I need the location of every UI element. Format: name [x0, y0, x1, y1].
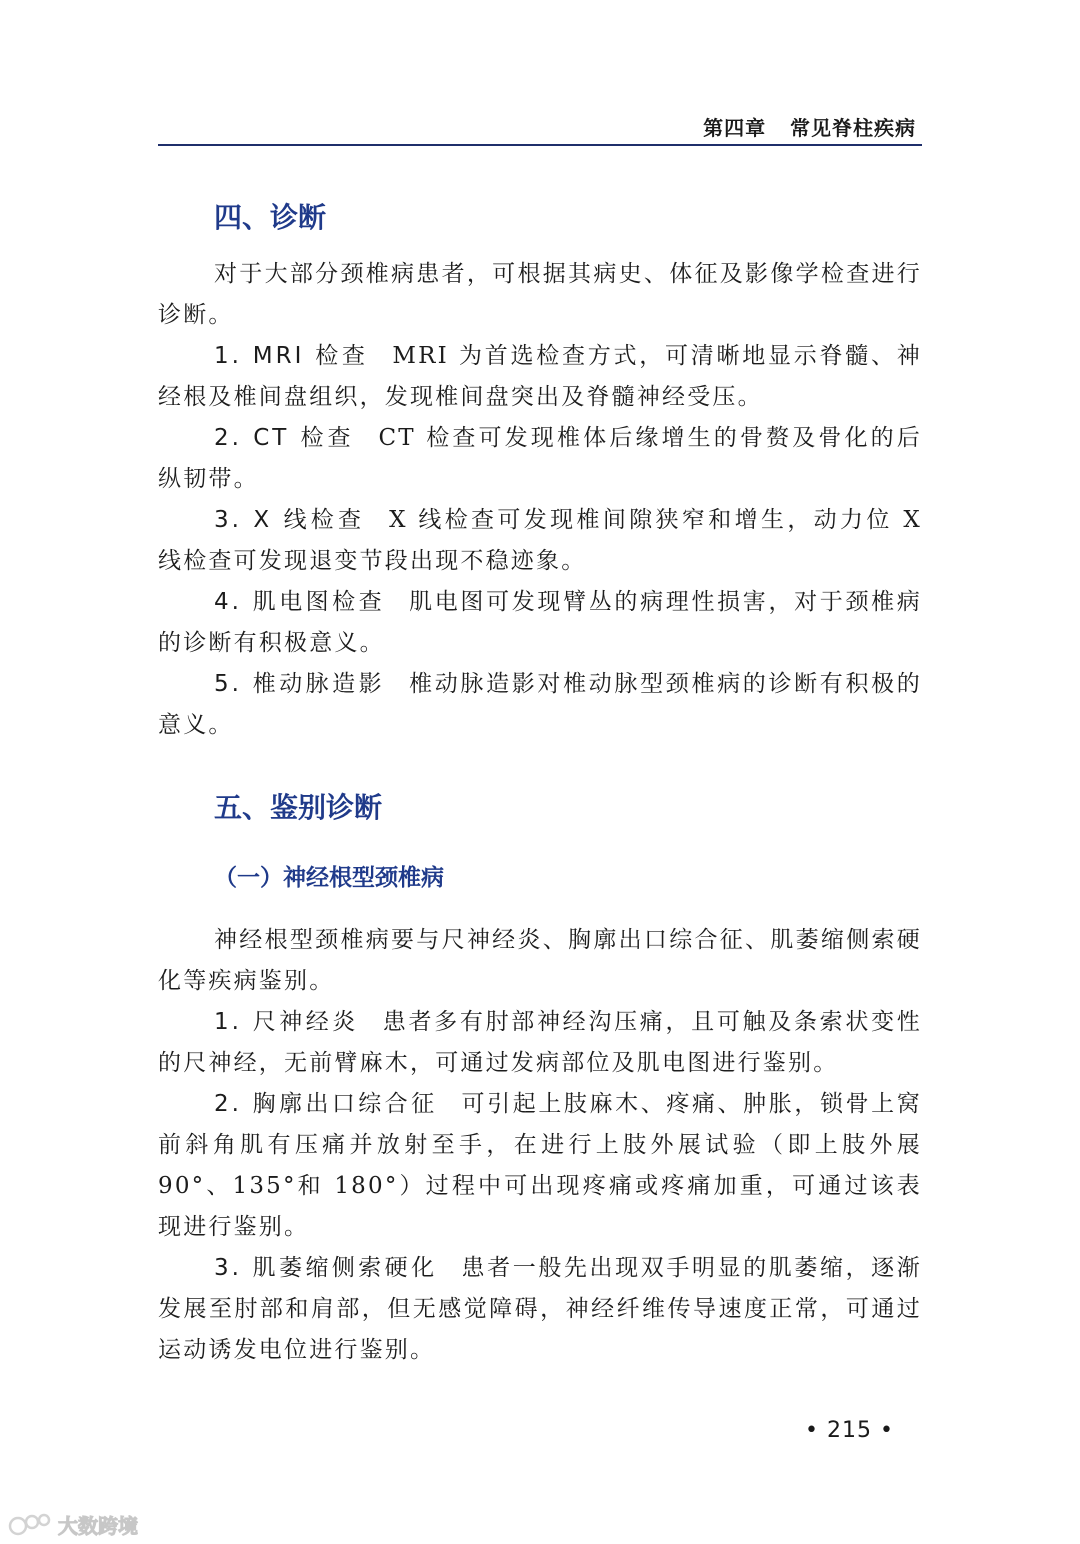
diagnosis-item-text: 椎动脉造影对椎动脉型颈椎病的诊断有积极的意义。 [158, 671, 922, 738]
differential-item-text: 患者多有肘部神经沟压痛，且可触及条索状变性的尺神经，无前臂麻木，可通过发病部位及肌电图进行鉴别。 [158, 1009, 922, 1076]
diagnosis-item-label: 1. MRI 检查 [214, 343, 369, 369]
diagnosis-item [158, 500, 922, 582]
page-number: • 215 • [805, 1418, 894, 1443]
differential-item-label: 2. 胸廓出口综合征 [214, 1091, 438, 1117]
differential-item-text: 可引起上肢麻木、疼痛、肿胀，锁骨上窝前斜角肌有压痛并放射至手，在进行上肢外展试验（即上肢外展 90°、135°和 180°）过程中可出现疼痛或疼痛加重，可通过该表现进行鉴别。 [158, 1091, 922, 1240]
diagnosis-item-label: 4. 肌电图检查 [214, 589, 386, 615]
diagnosis-item-text: MRI 为首选检查方式，可清晰地显示脊髓、神经根及椎间盘组织，发现椎间盘突出及脊髓神经受压。 [158, 343, 922, 410]
diagnosis-item [158, 664, 922, 746]
differential-item-label: 3. 肌萎缩侧索硬化 [214, 1255, 438, 1281]
running-header-title [703, 112, 916, 141]
subsection-heading: （一）神经根型颈椎病 [214, 865, 444, 891]
diagnosis-item [158, 582, 922, 664]
section-heading-differential: 五、鉴别诊断 [214, 791, 383, 824]
chapter-number: 第四章 [703, 116, 767, 140]
differential-item [158, 1084, 922, 1248]
differential-item-label: 1. 尺神经炎 [214, 1009, 359, 1035]
section-heading-diagnosis: 四、诊断 [214, 201, 327, 234]
diagnosis-item [158, 336, 922, 418]
diagnosis-item-label: 2. CT 检查 [214, 425, 355, 451]
diagnosis-intro: 对于大部分颈椎病患者，可根据其病史、体征及影像学检查进行诊断。 [158, 261, 922, 328]
watermark [8, 1510, 138, 1538]
diagnosis-item-label: 3. X 线检查 [214, 507, 366, 533]
diagnosis-item-text: X 线检查可发现椎间隙狭窄和增生，动力位 X 线检查可发现退变节段出现不稳迹象。 [158, 507, 922, 574]
watermark-logo-icon [8, 1511, 54, 1537]
differential-item [158, 1002, 922, 1084]
running-header [158, 110, 922, 146]
diagnosis-item-label: 5. 椎动脉造影 [214, 671, 386, 697]
chapter-title: 常见脊柱疾病 [790, 116, 916, 140]
diagnosis-item-text: 肌电图可发现臂丛的病理性损害，对于颈椎病的诊断有积极意义。 [158, 589, 922, 656]
watermark-text: 大数跨境 [58, 1513, 138, 1538]
diagnosis-item [158, 418, 922, 500]
page-content [158, 190, 922, 1371]
differential-item-text: 患者一般先出现双手明显的肌萎缩，逐渐发展至肘部和肩部，但无感觉障碍，神经纤维传导速度正常，可通过运动诱发电位进行鉴别。 [158, 1255, 922, 1363]
diagnosis-item-text: CT 检查可发现椎体后缘增生的骨赘及骨化的后纵韧带。 [158, 425, 922, 492]
differential-item [158, 1248, 922, 1371]
differential-intro: 神经根型颈椎病要与尺神经炎、胸廓出口综合征、肌萎缩侧索硬化等疾病鉴别。 [158, 927, 922, 994]
